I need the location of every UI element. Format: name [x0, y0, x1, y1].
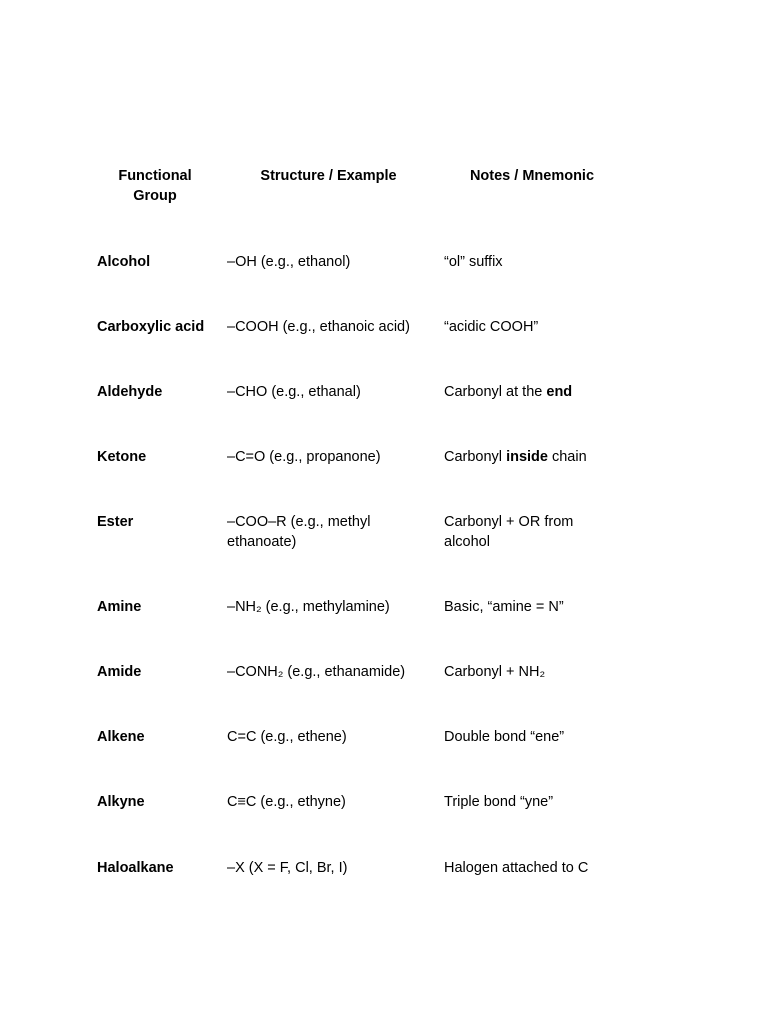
structure-example: C=C (e.g., ethene) — [227, 729, 347, 745]
notes-mnemonic — [444, 252, 614, 272]
structure-example: –COOH (e.g., ethanoic acid) — [227, 319, 410, 335]
notes-text: Carbonyl + OR from alcohol — [444, 514, 574, 550]
notes-mnemonic — [444, 317, 614, 337]
notes-text: Triple bond “yne” — [444, 794, 554, 810]
notes-text: Basic, “amine = N” — [444, 599, 564, 615]
notes-mnemonic — [444, 447, 614, 467]
notes-text: Carbonyl at the — [444, 384, 547, 400]
structure-example: –CHO (e.g., ethanal) — [227, 384, 361, 400]
notes-text-after: chain — [547, 449, 587, 465]
structure-example: –CONH₂ (e.g., ethanamide) — [227, 664, 406, 680]
structure-example: –COO–R (e.g., methyl ethanoate) — [227, 514, 371, 550]
notes-mnemonic — [444, 597, 614, 617]
notes-text: Double bond “ene” — [444, 729, 565, 745]
notes-text: Halogen attached to C — [444, 860, 589, 876]
notes-text: Carbonyl + NH₂ — [444, 664, 546, 680]
notes-text: “ol” suffix — [444, 254, 503, 270]
structure-example: –C=O (e.g., propanone) — [227, 449, 381, 465]
functional-group-name: Alkyne — [97, 794, 145, 810]
structure-example: –X (X = F, Cl, Br, I) — [227, 860, 348, 876]
header-structure-example: Structure / Example — [260, 168, 397, 184]
functional-group-name: Amide — [97, 664, 142, 680]
functional-group-name: Alkene — [97, 729, 145, 745]
notes-mnemonic — [444, 662, 614, 682]
notes-mnemonic — [444, 727, 614, 747]
notes-text: Carbonyl — [444, 449, 507, 465]
functional-group-name: Alcohol — [97, 254, 151, 270]
notes-emphasis: inside — [506, 449, 548, 465]
structure-example: C≡C (e.g., ethyne) — [227, 794, 346, 810]
notes-emphasis: end — [546, 384, 573, 400]
functional-group-name: Ketone — [97, 449, 147, 465]
header-functional-group: Functional Group — [118, 168, 192, 204]
functional-group-name: Amine — [97, 599, 142, 615]
structure-example: –NH₂ (e.g., methylamine) — [227, 599, 390, 615]
notes-text: “acidic COOH” — [444, 319, 539, 335]
header-notes-mnemonic: Notes / Mnemonic — [469, 168, 595, 184]
functional-group-name: Aldehyde — [97, 384, 163, 400]
functional-group-name: Carboxylic acid — [97, 319, 205, 335]
notes-mnemonic — [444, 382, 614, 402]
notes-mnemonic — [444, 792, 614, 812]
notes-mnemonic — [444, 858, 614, 878]
functional-group-name: Haloalkane — [97, 860, 174, 876]
functional-group-name: Ester — [97, 514, 134, 530]
structure-example: –OH (e.g., ethanol) — [227, 254, 351, 270]
notes-mnemonic — [444, 512, 594, 552]
